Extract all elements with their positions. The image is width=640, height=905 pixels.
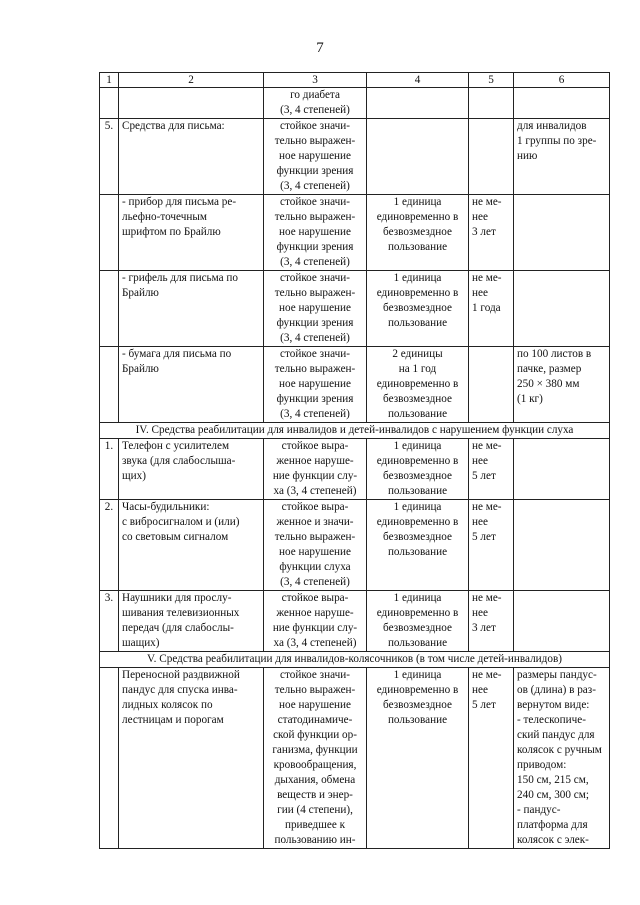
- notes: [514, 88, 610, 119]
- item-name: - прибор для письма ре- льефно-точечным шрифтом по Брайлю: [119, 195, 264, 271]
- row-number: 1.: [100, 439, 119, 500]
- notes: [514, 500, 610, 591]
- item-name: Телефон с усилителем звука (для слабослыша- щих): [119, 439, 264, 500]
- item-name: Часы-будильники: с вибросигналом и (или) со световым сигналом: [119, 500, 264, 591]
- table-row: [100, 591, 610, 652]
- usage-term: не ме- нее 5 лет: [469, 500, 514, 591]
- indication: стойкое выра- женное наруше- ние функции слу- ха (3, 4 степеней): [264, 439, 367, 500]
- notes: по 100 листов в пачке, размер 250 × 380 мм (1 кг): [514, 347, 610, 423]
- row-number: [100, 271, 119, 347]
- indication: стойкое выра- женное наруше- ние функции слу- ха (3, 4 степеней): [264, 591, 367, 652]
- usage-term: не ме- нее 5 лет: [469, 439, 514, 500]
- header-cell: 1: [100, 73, 119, 88]
- header-cell: 3: [264, 73, 367, 88]
- notes: [514, 195, 610, 271]
- notes: [514, 591, 610, 652]
- item-name: Переносной раздвижной пандус для спуска инва- лидных колясок по лестницам и порогам: [119, 668, 264, 849]
- usage-term: [469, 88, 514, 119]
- item-name: Наушники для прослу- шивания телевизионных передач (для слабослы- шащих): [119, 591, 264, 652]
- quantity: 2 единицы на 1 год единовременно в безвозмездное пользование: [367, 347, 469, 423]
- item-name: - грифель для письма по Брайлю: [119, 271, 264, 347]
- header-cell: 6: [514, 73, 610, 88]
- row-number: [100, 195, 119, 271]
- table-row: [100, 195, 610, 271]
- header-cell: 2: [119, 73, 264, 88]
- indication: стойкое значи- тельно выражен- ное нарушение функции зрения (3, 4 степеней): [264, 271, 367, 347]
- usage-term: не ме- нее 3 лет: [469, 591, 514, 652]
- table-row: [100, 119, 610, 195]
- section-heading: IV. Средства реабилитации для инвалидов и детей-инвалидов с нарушением функции слуха: [100, 423, 610, 439]
- notes: [514, 439, 610, 500]
- row-number: [100, 347, 119, 423]
- row-number: 2.: [100, 500, 119, 591]
- table-row: [100, 88, 610, 119]
- table-row: [100, 439, 610, 500]
- usage-term: [469, 347, 514, 423]
- item-name: [119, 88, 264, 119]
- item-name: - бумага для письма по Брайлю: [119, 347, 264, 423]
- notes: размеры пандус- ов (длина) в раз- вернутом виде: - телескопиче- ский пандус для колясок с ручным приводом: 150 см, 215 см, 240 см, 300 см; - пандус- платформа для колясок с элек-: [514, 668, 610, 849]
- quantity: [367, 88, 469, 119]
- notes: [514, 271, 610, 347]
- row-number: [100, 88, 119, 119]
- quantity: 1 единица единовременно в безвозмездное пользование: [367, 500, 469, 591]
- quantity: 1 единица единовременно в безвозмездное пользование: [367, 591, 469, 652]
- indication: стойкое значи- тельно выражен- ное нарушение функции зрения (3, 4 степеней): [264, 195, 367, 271]
- table-row: [100, 500, 610, 591]
- item-name: Средства для письма:: [119, 119, 264, 195]
- row-number: 5.: [100, 119, 119, 195]
- quantity: [367, 119, 469, 195]
- table-row: [100, 347, 610, 423]
- indication: стойкое значи- тельно выражен- ное нарушение функции зрения (3, 4 степеней): [264, 119, 367, 195]
- notes: для инвалидов 1 группы по зре- нию: [514, 119, 610, 195]
- page-number: 7: [316, 40, 324, 56]
- table-row: [100, 271, 610, 347]
- indication: го диабета (3, 4 степеней): [264, 88, 367, 119]
- header-cell: 5: [469, 73, 514, 88]
- row-number: 3.: [100, 591, 119, 652]
- quantity: 1 единица единовременно в безвозмездное пользование: [367, 271, 469, 347]
- header-cell: 4: [367, 73, 469, 88]
- provision-table: [99, 72, 610, 849]
- section-heading-row: [100, 652, 610, 668]
- table-row: [100, 668, 610, 849]
- usage-term: не ме- нее 5 лет: [469, 668, 514, 849]
- indication: стойкое значи- тельно выражен- ное нарушение статодинамиче- ской функции ор- ганизма, функции кровообращения, дыхания, обмена веществ и энер- гии (4 степени), приведшее к пользованию ин-: [264, 668, 367, 849]
- usage-term: не ме- нее 3 лет: [469, 195, 514, 271]
- usage-term: не ме- нее 1 года: [469, 271, 514, 347]
- quantity: 1 единица единовременно в безвозмездное пользование: [367, 195, 469, 271]
- usage-term: [469, 119, 514, 195]
- table-header-row: [100, 73, 610, 88]
- quantity: 1 единица единовременно в безвозмездное пользование: [367, 439, 469, 500]
- section-heading-row: [100, 423, 610, 439]
- row-number: [100, 668, 119, 849]
- indication: стойкое выра- женное и значи- тельно выражен- ное нарушение функции слуха (3, 4 степеней): [264, 500, 367, 591]
- quantity: 1 единица единовременно в безвозмездное пользование: [367, 668, 469, 849]
- section-heading: V. Средства реабилитации для инвалидов-колясочников (в том числе детей-инвалидов): [100, 652, 610, 668]
- indication: стойкое значи- тельно выражен- ное нарушение функции зрения (3, 4 степеней): [264, 347, 367, 423]
